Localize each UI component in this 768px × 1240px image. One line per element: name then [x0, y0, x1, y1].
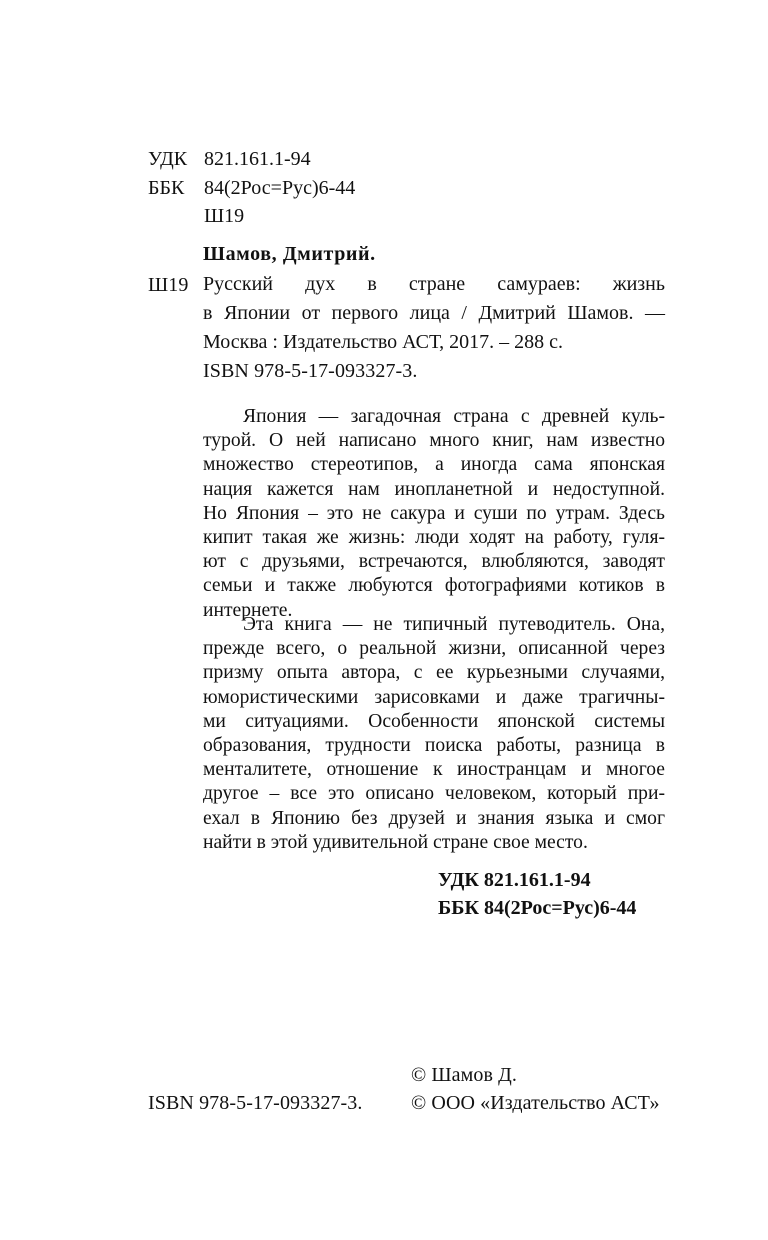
- annotation-line: Япония — загадочная страна с древней куль-: [243, 406, 665, 427]
- author-mark-code: Ш19: [204, 205, 245, 227]
- bbk-code: 84(2Рос=Рус)6-44: [204, 177, 356, 199]
- isbn-bottom: ISBN 978-5-17-093327-3.: [148, 1092, 363, 1114]
- annotation-line: нация кажется нам инопланетной и недоступной.: [203, 478, 665, 500]
- annotation-line: прежде всего, о реальной жизни, описанной через: [203, 638, 665, 660]
- annotation-line: найти в этой удивительной стране свое место.: [203, 831, 588, 853]
- annotation-line: ми ситуациями. Особенности японской системы: [203, 710, 665, 732]
- annotation-line: образования, трудности поиска работы, разница в: [203, 735, 665, 757]
- udk-top-row: [148, 146, 311, 172]
- annotation-line: ехал в Японию без друзей и знания языка и смог: [203, 807, 665, 829]
- annotation-line: множество стереотипов, а иногда сама японская: [203, 454, 665, 476]
- annotation-paragraph-1: [203, 405, 665, 623]
- annotation-line: призму опыта автора, с ее курьезными случаями,: [203, 662, 665, 684]
- bib-line: в Японии от первого лица / Дмитрий Шамов. —: [203, 302, 665, 324]
- author-mark-row: [148, 203, 245, 229]
- udk-label: УДК: [148, 148, 188, 170]
- copyright-author: © Шамов Д.: [411, 1064, 517, 1086]
- isbn-top: ISBN 978-5-17-093327-3.: [203, 360, 418, 382]
- bbk-label: ББК: [148, 177, 185, 199]
- annotation-line: семьи и также любуются фотографиями котиков в: [203, 575, 665, 597]
- bibliographic-description: [203, 270, 665, 357]
- bbk-top-row: [148, 175, 356, 201]
- annotation-line: юмористическими зарисовками и даже трагичны-: [203, 686, 665, 708]
- annotation-line: кипит такая же жизнь: люди ходят на работу, гуля-: [203, 527, 665, 549]
- bib-line: Русский дух в стране самураев: жизнь: [203, 273, 665, 295]
- udk-bottom: УДК 821.161.1-94: [438, 869, 591, 891]
- bib-line: Москва : Издательство АСТ, 2017. – 288 с.: [203, 331, 564, 353]
- copyright-publisher: © ООО «Издательство АСТ»: [411, 1092, 660, 1114]
- annotation-line: Эта книга — не типичный путеводитель. Она,: [243, 614, 665, 635]
- annotation-line: менталитете, отношение к иностранцам и многое: [203, 759, 665, 781]
- left-author-mark: Ш19: [148, 274, 189, 296]
- author-heading: Шамов, Дмитрий.: [203, 243, 376, 265]
- annotation-line: интернете.: [203, 599, 293, 621]
- annotation-line: другое – все это описано человеком, который при-: [203, 783, 665, 805]
- annotation-line: турой. О ней написано много книг, нам известно: [203, 430, 665, 452]
- annotation-line: ют с друзьями, встречаются, влюбляются, заводят: [203, 551, 665, 573]
- annotation-line: Но Япония – это не сакура и суши по утрам. Здесь: [203, 502, 665, 524]
- udk-code: 821.161.1-94: [204, 148, 311, 170]
- annotation-paragraph-2: [203, 613, 665, 855]
- bbk-bottom: ББК 84(2Рос=Рус)6-44: [438, 897, 637, 919]
